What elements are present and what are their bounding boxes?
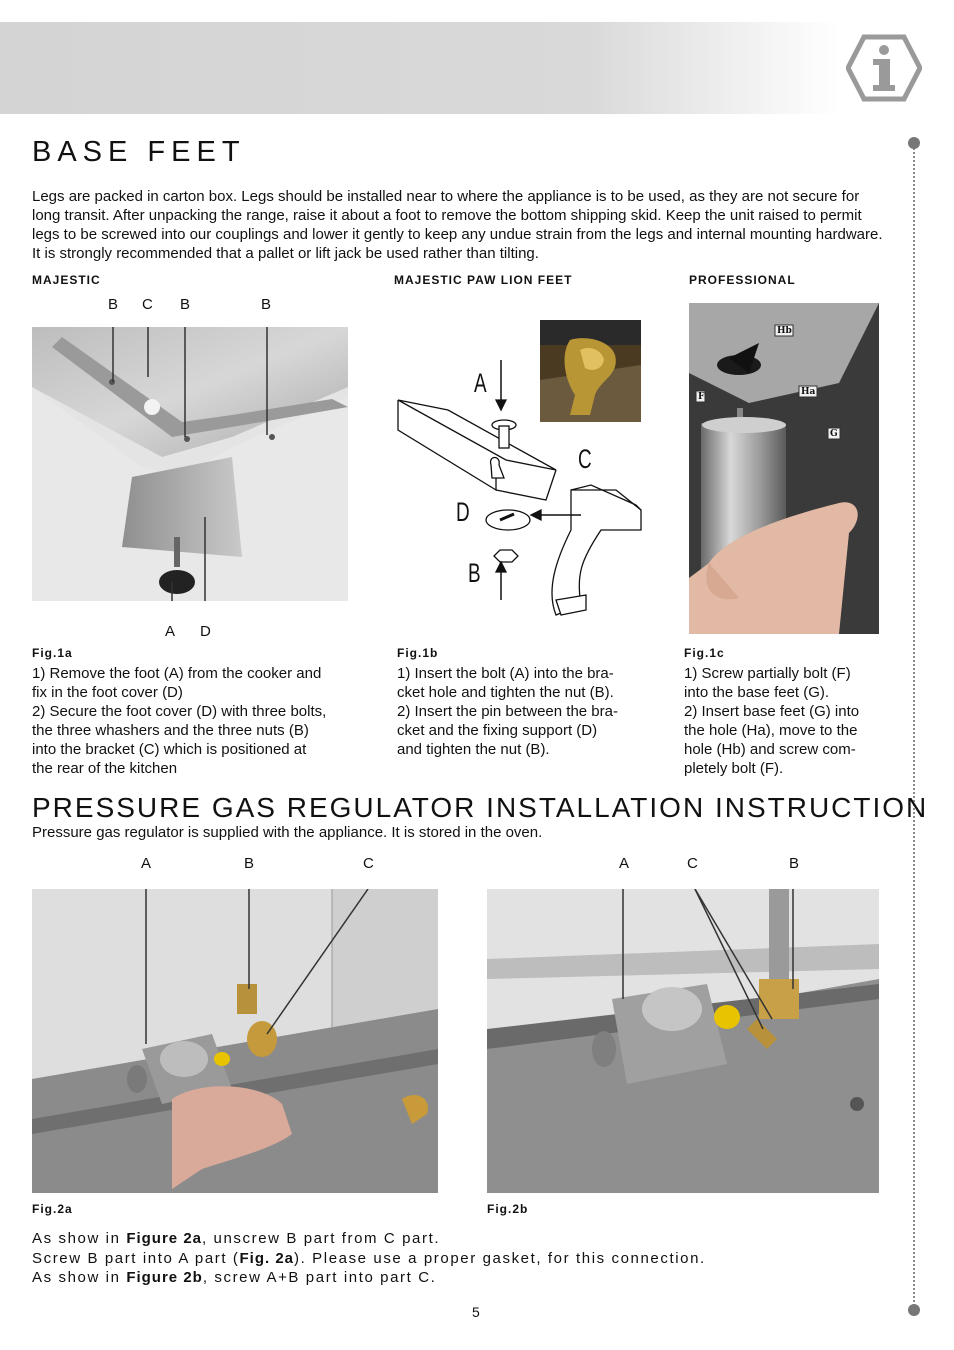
instruction-line (32, 1249, 706, 1269)
section-subtitle-regulator: Pressure gas regulator is supplied with the appliance. It is stored in the oven. (32, 824, 543, 841)
text-line: into the base feet (G). (684, 684, 830, 701)
header-banner (0, 22, 840, 114)
rule-dot-bottom (908, 1304, 920, 1316)
figure-ref: Figure 2b (126, 1269, 203, 1286)
text-line: 1) Remove the foot (A) from the cooker and (32, 665, 322, 682)
callout-letter: C (687, 855, 698, 872)
text-line: 2) Insert base feet (G) into (684, 703, 860, 720)
photo-fig2a-regulator (32, 889, 438, 1193)
callout-letter: D (200, 623, 211, 640)
text-line: 2) Insert the pin between the bra- (397, 703, 618, 720)
callout-letter: C (142, 296, 153, 313)
text-line: pletely bolt (F). (684, 760, 784, 777)
text-line: cket hole and tighten the nut (B). (397, 684, 614, 701)
text-line: 1) Insert the bolt (A) into the bra- (397, 665, 614, 682)
instruction-text: , unscrew B part from C part. (202, 1230, 441, 1247)
callout-letter: A (165, 623, 176, 640)
regulator-instructions (32, 1229, 706, 1288)
callout-letter: D (456, 497, 470, 527)
instruction-text: As show in (32, 1269, 127, 1286)
callout-label: Hb (777, 326, 792, 336)
instruction-text: Screw B part into A part ( (32, 1249, 240, 1267)
text-line: fix in the foot cover (D) (32, 684, 183, 701)
page-title: BASE FEET (32, 136, 246, 168)
text-line: cket and the fixing support (D) (397, 722, 598, 739)
callout-letter: C (578, 444, 592, 474)
callout-letter: B (108, 296, 119, 313)
text-line: 2) Secure the foot cover (D) with three bolts, (32, 703, 327, 720)
instruction-line (32, 1268, 706, 1288)
figure-ref: Fig. 2a (239, 1249, 295, 1267)
column-label-professional: PROFESSIONAL (689, 273, 796, 287)
callout-letter: B (468, 558, 481, 588)
instruction-text: As show in (32, 1230, 127, 1247)
fig1b-text (397, 664, 647, 759)
text-line: into the bracket (C) which is positioned at (32, 741, 307, 758)
callout-label: F (698, 392, 705, 402)
intro-paragraph: Legs are packed in carton box. Legs should be installed near to where the appliance is to be used, as they are not secure for long transit. After unpacking the range, raise it about a foot to remove the bottom shipping skid. Keep the unit raised to permit legs to be screwed into our couplings and lower it gently to keep any undue strain from the legs and internal mounting hardware. It is strongly recommended that a pallet or lift jack be used rather than tilting. (32, 188, 883, 262)
fig2a-caption: Fig.2a (32, 1202, 73, 1216)
photo-fig1c-professional-foot (689, 303, 879, 634)
fig1c-text (684, 664, 884, 778)
side-dotted-rule (913, 144, 915, 1310)
photo-fig2b-regulator (487, 889, 879, 1193)
column-label-paw: MAJESTIC PAW LION FEET (394, 273, 573, 287)
instruction-text: ). Please use a proper gasket, for this connection. (294, 1249, 706, 1267)
fig1b-caption: Fig.1b (397, 646, 439, 660)
info-icon (846, 34, 922, 102)
text-line: hole (Hb) and screw com- (684, 741, 856, 758)
instruction-text: , screw A+B part into part C. (202, 1269, 437, 1286)
callout-letter: A (474, 368, 487, 398)
callout-label: G (830, 429, 838, 439)
callout-letter: B (244, 855, 255, 872)
rule-dot-top (908, 137, 920, 149)
figure-ref: Figure 2a (126, 1230, 202, 1247)
text-line: the three whashers and the three nuts (B) (32, 722, 309, 739)
fig2b-caption: Fig.2b (487, 1202, 529, 1216)
photo-fig1a-bracket (32, 327, 348, 601)
fig1a-caption: Fig.1a (32, 646, 73, 660)
callout-letter: B (180, 296, 191, 313)
fig1c-caption: Fig.1c (684, 646, 725, 660)
text-line: the rear of the kitchen (32, 760, 178, 777)
section-title-regulator: PRESSURE GAS REGULATOR INSTALLATION INSTRUCTION (32, 792, 929, 823)
callout-label: Ha (801, 387, 816, 397)
instruction-line (32, 1229, 706, 1249)
callout-letter: B (261, 296, 272, 313)
page-number: 5 (472, 1304, 480, 1320)
text-line: 1) Screw partially bolt (F) (684, 665, 851, 682)
diagram-fig1b-paw-assembly (396, 360, 646, 630)
callout-letter: C (363, 855, 374, 872)
column-label-majestic: MAJESTIC (32, 273, 101, 287)
callout-letter: B (789, 855, 800, 872)
callout-letter: A (141, 855, 152, 872)
text-line: and tighten the nut (B). (397, 741, 550, 758)
callout-letter: A (619, 855, 630, 872)
text-line: the hole (Ha), move to the (684, 722, 858, 739)
fig1a-text (32, 664, 352, 778)
